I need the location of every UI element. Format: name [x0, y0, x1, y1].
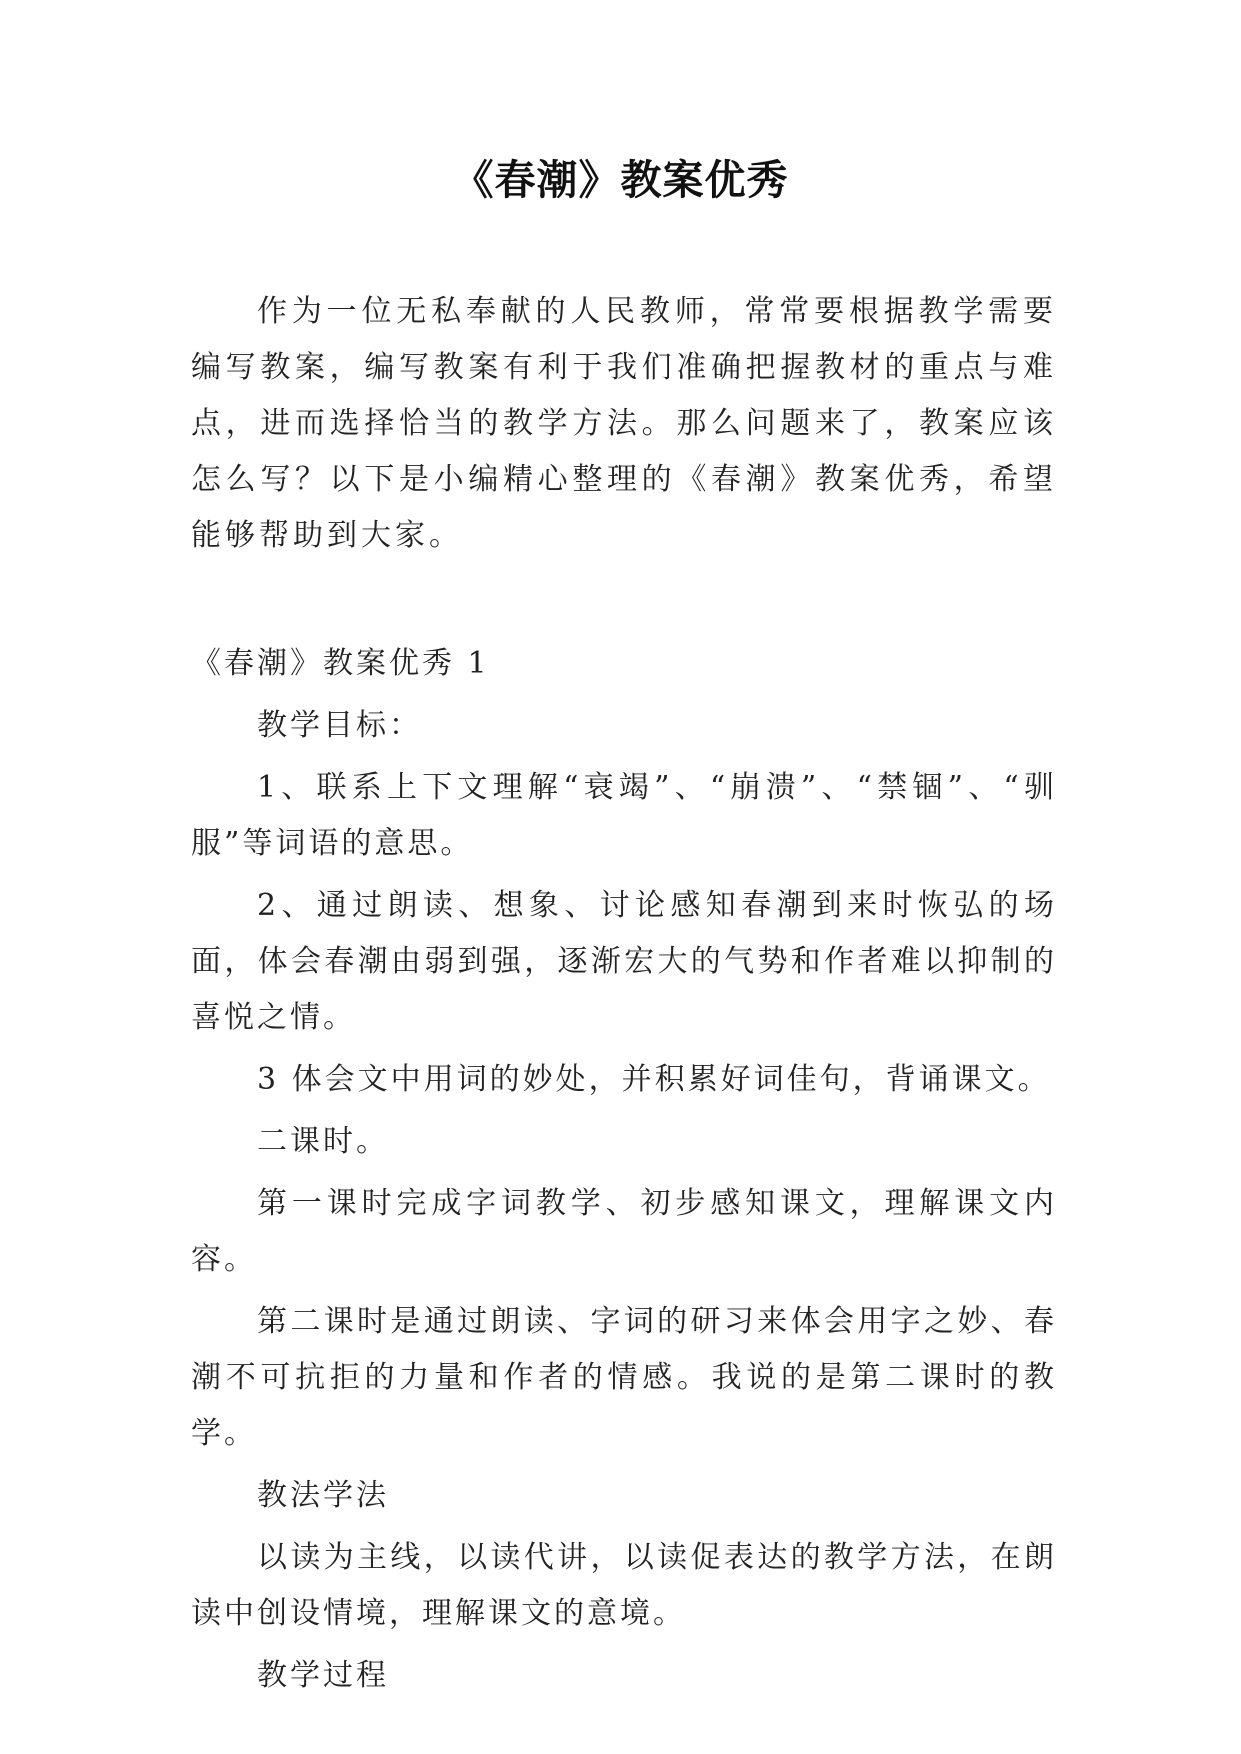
document-body: [191, 636, 1057, 1704]
paragraph-objective-2: 2、通过朗读、想象、讨论感知春潮到来时恢弘的场面，体会春潮由弱到强，逐渐宏大的气势和作者难以抑制的喜悦之情。: [191, 888, 1057, 1035]
paragraph-objectives-label: 教学目标：: [257, 708, 422, 743]
paragraph-lessons: 二课时。: [257, 1124, 389, 1159]
paragraph-lesson-2: 第二课时是通过朗读、字词的研习来体会用字之妙、春潮不可抗拒的力量和作者的情感。我说的是第二课时的教学。: [191, 1304, 1057, 1451]
paragraph-method-label: 教法学法: [257, 1478, 389, 1513]
paragraph-objective-3: 3 体会文中用词的妙处，并积累好词佳句，背诵课文。: [257, 1062, 1051, 1097]
paragraph-objective-1: 1、联系上下文理解“衰竭”、“崩溃”、“禁锢”、“驯服”等词语的意思。: [191, 770, 1057, 861]
paragraph-lesson-1: 第一课时完成字词教学、初步感知课文，理解课文内容。: [191, 1186, 1057, 1277]
section-heading: 《春潮》教案优秀 1: [191, 646, 490, 681]
document-title: 《春潮》教案优秀: [452, 156, 789, 204]
paragraph-method: 以读为主线，以读代讲，以读促表达的教学方法，在朗读中创设情境，理解课文的意境。: [191, 1540, 1057, 1631]
paragraph-process-label: 教学过程: [257, 1658, 389, 1693]
intro-paragraph: 作为一位无私奉献的人民教师，常常要根据教学需要编写教案，编写教案有利于我们准确把握教材的重点与难点，进而选择恰当的教学方法。那么问题来了，教案应该怎么写？以下是小编精心整理的《春潮》教案优秀，希望能够帮助到大家。: [191, 294, 1057, 553]
